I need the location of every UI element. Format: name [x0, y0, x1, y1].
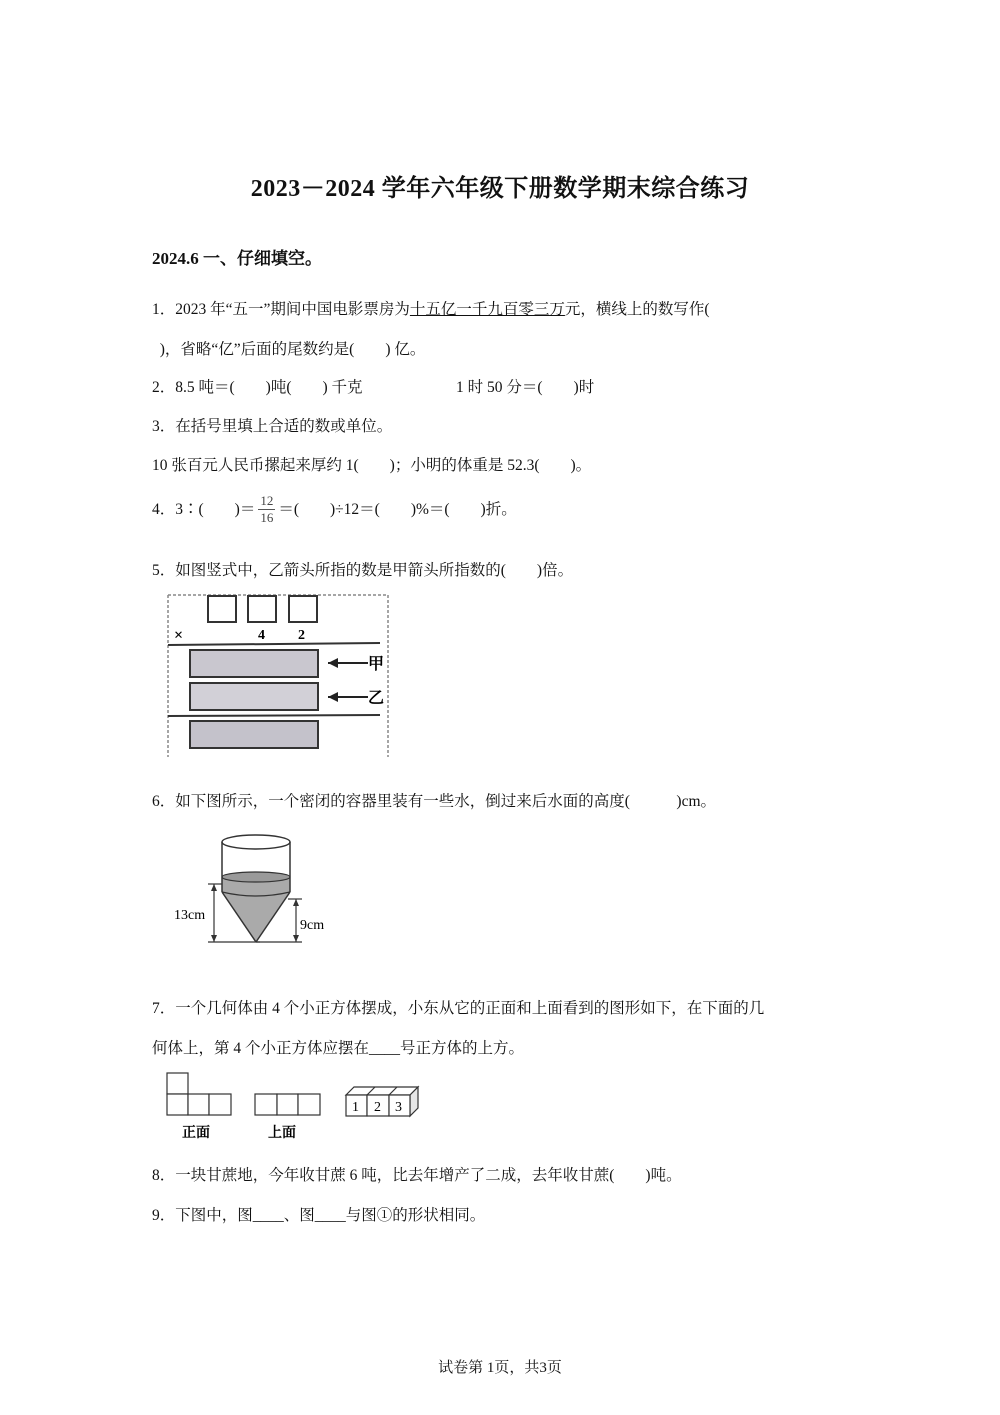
q5-times-sign: ×	[174, 627, 184, 644]
q7-views-figure	[160, 1070, 430, 1144]
section-date: 2024.6	[152, 249, 199, 268]
q5-label-jia: 甲	[368, 656, 385, 673]
question-7-line-1: 7．一个几何体由 4 个小正方体摆成，小东从它的正面和上面看到的图形如下，在下面的几	[152, 1000, 765, 1017]
question-2-part-b: 1 时 50 分＝( )时	[456, 379, 595, 396]
q7-top-label: 上面	[268, 1126, 296, 1141]
q7-cube-1-label: 1	[352, 1100, 359, 1115]
question-2-part-a: 2．8.5 吨＝( )吨( ) 千克	[152, 379, 363, 396]
question-4	[152, 492, 517, 528]
q4-text-post: ＝( )÷12＝( )%＝( )折。	[278, 501, 517, 518]
section-heading	[152, 244, 322, 269]
q7-cube-2-label: 2	[374, 1100, 381, 1115]
question-6: 6．如下图所示，一个密闭的容器里装有一些水，倒过来后水面的高度( )cm。	[152, 793, 717, 810]
q7-top-view	[255, 1094, 320, 1115]
q4-fraction-denominator: 16	[260, 509, 274, 525]
question-1-line-1	[152, 299, 710, 321]
q5-label-yi: 乙	[368, 690, 385, 707]
q4-fraction-numerator: 12	[260, 492, 274, 508]
question-3-line-1: 3．在括号里填上合适的数或单位。	[152, 418, 393, 435]
q4-fraction	[258, 493, 275, 526]
section-title: 一、仔细填空。	[203, 249, 322, 268]
q1-text-pre: 1．2023 年“五一”期间中国电影票房为	[152, 301, 410, 318]
q6-left-dimension: 13cm	[174, 908, 206, 923]
q6-container-figure	[170, 830, 350, 950]
page-footer: 试卷第 1页，共3页	[438, 1360, 562, 1376]
q6-right-dimension: 9cm	[300, 918, 325, 933]
question-3-line-2: 10 张百元人民币摞起来厚约 1( )；小明的体重是 52.3( )。	[152, 457, 592, 474]
question-7-line-2: 何体上，第 4 个小正方体应摆在____号正方体的上方。	[152, 1040, 525, 1057]
question-8: 8．一块甘蔗地，今年收甘蔗 6 吨，比去年增产了二成，去年收甘蔗( )吨。	[152, 1167, 682, 1184]
question-5: 5．如图竖式中，乙箭头所指的数是甲箭头所指数的( )倍。	[152, 562, 574, 579]
q7-front-label: 正面	[182, 1126, 210, 1141]
q5-row-result	[190, 721, 318, 748]
q5-digit-2: 2	[298, 628, 305, 643]
q5-row-yi	[190, 683, 318, 710]
question-9: 9．下图中，图____、图____与图①的形状相同。	[152, 1207, 486, 1224]
q5-row-jia	[190, 650, 318, 677]
q1-underlined-number: 十五亿一千九百零三万	[409, 301, 565, 318]
q7-front-view	[167, 1073, 231, 1115]
q1-text-post: 元，横线上的数写作(	[564, 301, 710, 318]
q5-digit-4: 4	[258, 628, 265, 643]
q4-text-pre: 4．3∶( )＝	[152, 501, 256, 518]
page-title: 2023－2024 学年六年级下册数学期末综合练习	[250, 176, 750, 202]
q5-vertical-multiplication-figure	[162, 591, 392, 759]
question-1-line-2: )，省略“亿”后面的尾数约是( ) 亿。	[152, 341, 426, 358]
q7-cube-3-label: 3	[395, 1100, 402, 1115]
